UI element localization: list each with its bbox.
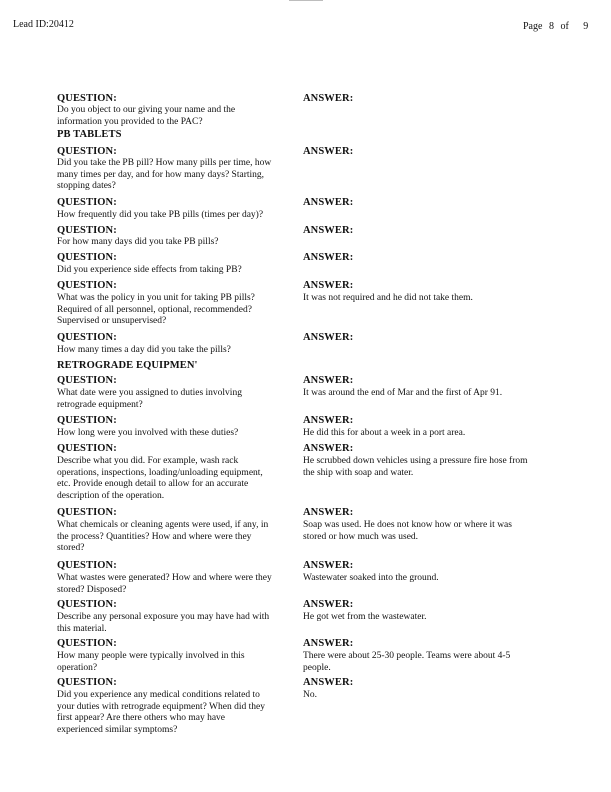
question-label: QUESTION: [57,638,117,649]
question-text: What was the policy in you unit for taking PB pills? Required of all personnel, optional, recommended? Supervised or unsupervised? [57,293,255,326]
question-label: QUESTION: [57,146,117,157]
answer-label: ANSWER: [303,375,354,386]
question-text: How long were you involved with these duties? [57,428,239,438]
question-label: QUESTION: [57,560,117,571]
question-label: QUESTION: [57,93,117,104]
answer-text: It was around the end of Mar and the first of Apr 91. [303,388,503,398]
lead-id: Lead ID:20412 [13,19,74,30]
question-text: What date were you assigned to duties involving retrograde equipment? [57,388,242,410]
question-label: QUESTION: [57,225,117,236]
page-total: 9 [583,21,589,32]
answer-text: There were about 25-30 people. Teams were about 4-5 people. [303,651,511,673]
question-text: Did you experience side effects from taking PB? [57,265,242,275]
section-heading-pb-tablets: PB TABLETS [57,129,122,140]
answer-text: It was not required and he did not take them. [303,293,473,303]
answer-label: ANSWER: [303,677,354,688]
question-text: Did you experience any medical conditions related to your duties with retrograde equipment? When did they first appear? Are there others who may have experienced similar symptoms? [57,690,265,735]
question-label: QUESTION: [57,197,117,208]
answer-label: ANSWER: [303,93,354,104]
answer-label: ANSWER: [303,225,354,236]
question-label: QUESTION: [57,415,117,426]
answer-text: Wastewater soaked into the ground. [303,573,439,583]
question-text: Did you take the PB pill? How many pills per time, how many times per day, and for how many days? Starting, stopping dates? [57,158,272,191]
page-label: Page [523,21,543,32]
answer-label: ANSWER: [303,560,354,571]
page-indicator [523,21,588,32]
question-label: QUESTION: [57,332,117,343]
section-heading-retrograde: RETROGRADE EQUIPMEN' [57,360,198,371]
answer-label: ANSWER: [303,507,354,518]
question-label: QUESTION: [57,599,117,610]
question-text: How many times a day did you take the pills? [57,345,231,355]
answer-label: ANSWER: [303,443,354,454]
answer-text: Soap was used. He does not know how or where it was stored or how much was used. [303,520,512,542]
question-label: QUESTION: [57,677,117,688]
answer-text: He scrubbed down vehicles using a pressure fire hose from the ship with soap and water. [303,456,528,478]
question-text: Do you object to our giving your name and the information you provided to the PAC? [57,105,236,127]
question-text: What chemicals or cleaning agents were used, if any, in the process? Quantities? How and where were they stored? [57,520,269,553]
answer-label: ANSWER: [303,146,354,157]
question-label: QUESTION: [57,507,117,518]
answer-label: ANSWER: [303,415,354,426]
page-number: 8 [548,21,554,32]
question-label: QUESTION: [57,252,117,263]
question-label: QUESTION: [57,375,117,386]
question-text: How frequently did you take PB pills (times per day)? [57,210,264,220]
question-text: What wastes were generated? How and where were they stored? Disposed? [57,573,272,595]
question-label: QUESTION: [57,280,117,291]
answer-label: ANSWER: [303,280,354,291]
question-text: Describe any personal exposure you may have had with this material. [57,612,270,634]
answer-label: ANSWER: [303,197,354,208]
question-label: QUESTION: [57,443,117,454]
page-of-label: of [560,21,569,32]
answer-label: ANSWER: [303,599,354,610]
answer-label: ANSWER: [303,332,354,343]
scan-top-mark [289,0,323,1]
answer-label: ANSWER: [303,638,354,649]
question-text: Describe what you did. For example, wash rack operations, inspections, loading/unloading equipment, etc. Provide enough detail to allow for an accurate description of the operation. [57,456,263,501]
answer-text: No. [303,690,317,700]
answer-label: ANSWER: [303,252,354,263]
question-text: For how many days did you take PB pills? [57,237,219,247]
answer-text: He got wet from the wastewater. [303,612,427,622]
answer-text: He did this for about a week in a port area. [303,428,466,438]
question-text: How many people were typically involved in this operation? [57,651,245,673]
